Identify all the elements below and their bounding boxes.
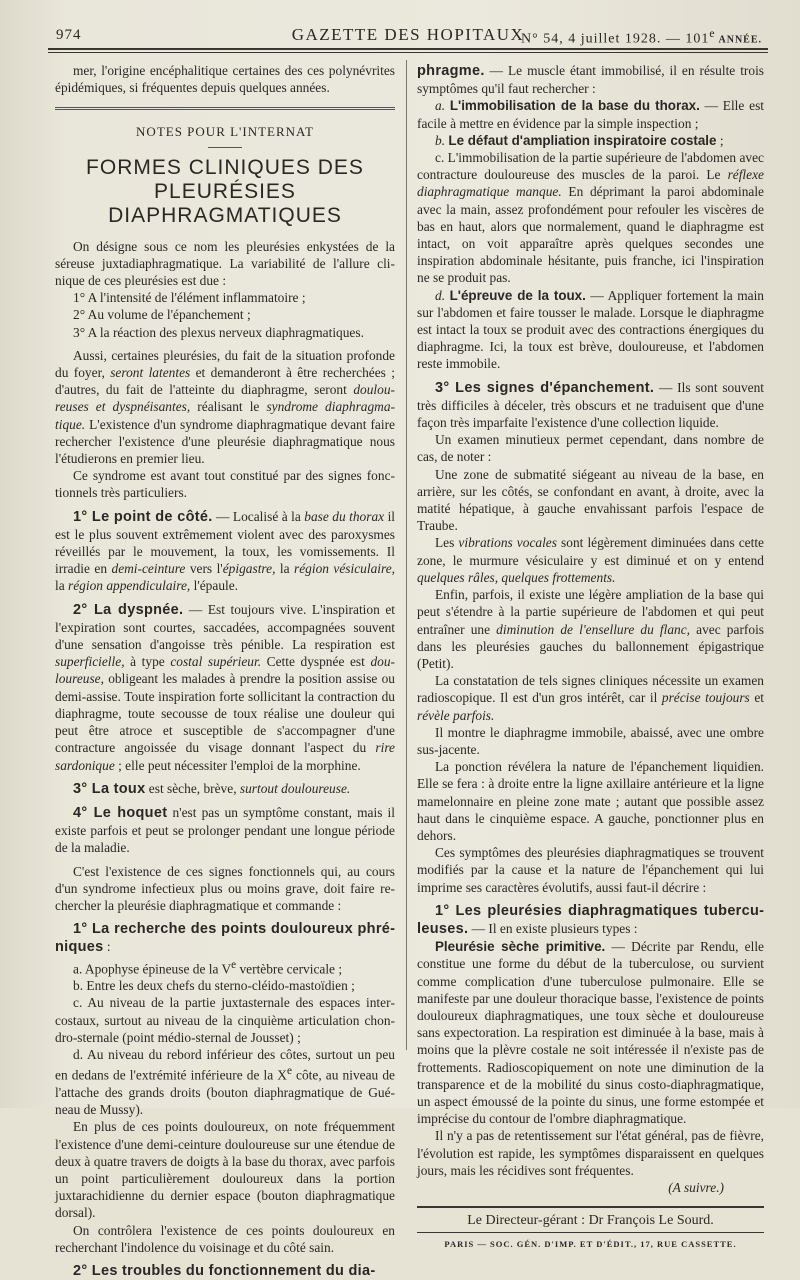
- list-item: [417, 132, 764, 149]
- list-item: b. Entre les deux chefs du sterno-cléido-mastoïdien ;: [73, 978, 355, 994]
- journal-title: GAZETTE DES HOPITAUX: [291, 25, 525, 44]
- text-italic: b.: [435, 132, 449, 148]
- text: — Appliquer fortement la main sur l'abdomen et faire tousser le malade. Lorsque le diaphragme est intact la toux se produit avec des contractions énergiques du diaphragme. Ici, la toux est brève, douloureuse, et l'abdomen reste immobile.: [417, 287, 764, 372]
- list-item: 2° Au volume de l'épanchement ;: [73, 307, 251, 323]
- text-italic: douloureuses et dyspnéisantes,: [55, 382, 395, 415]
- paragraph: [417, 938, 764, 1127]
- text-italic: diminution de l'ensellure du flanc,: [496, 621, 691, 637]
- text-sup: e: [286, 1065, 292, 1078]
- text: — Il en existe plusieurs types :: [468, 920, 638, 936]
- section-title: NOTES POUR L'INTERNAT: [136, 124, 314, 140]
- text: :: [103, 939, 111, 955]
- subheading: 4° Le hoquet: [73, 804, 168, 821]
- text: En déprimant la paroi abdominale avec la main, assez profondément pour refouler les viscères de bas en haut, alors que normalement, quand le diaphragme est intact, on voit apparaître après quelques secondes une inspiration abdominale hésitante, puis franche, ici l'inspiration ne se produit pas.: [417, 184, 764, 286]
- subheading: 2° La dyspnée.: [73, 601, 184, 618]
- text: et: [749, 690, 764, 706]
- printer-credit: PARIS — SOC. GÉN. D'IMP. ET D'ÉDIT., 17, RUE CASSETTE.: [417, 1232, 764, 1253]
- subheading: 1° Le point de côté.: [73, 508, 213, 525]
- subheading: 1° Les pleurésies diaphragmatiques tuberculeuses.: [417, 902, 764, 937]
- list-item: [417, 149, 764, 287]
- text-italic: surtout douloureuse.: [239, 780, 351, 796]
- tuberculeuses-heading: [417, 902, 764, 938]
- section-rule: [55, 107, 395, 110]
- paragraph: Ces symptômes des pleurésies diaphragmatiques se trouvent modifiés par la cause et la nature de l'épanchement qui lui imprime ses caractères évolutifs, aussi faut-il décrire :: [417, 845, 764, 895]
- left-column: [55, 62, 395, 1280]
- list-item: [417, 287, 764, 373]
- text: — Localisé à la: [212, 508, 305, 524]
- text-italic: costal supérieur.: [170, 654, 262, 670]
- list-item: [55, 1046, 395, 1118]
- text-italic: vibrations vocales: [458, 535, 557, 551]
- list-item: 1° A l'intensité de l'élément inflammatoire ;: [73, 290, 306, 306]
- text: Enfin, parfois, il existe une légère ampliation de la base qui peut s'étendre à la partie supérieure de l'abdomen et qui peut entraîner une: [417, 587, 764, 637]
- article-title: FORMES CLINIQUES DES PLEURÉSIES DIAPHRAGMATIQUES: [86, 155, 364, 227]
- page-number: 974: [56, 27, 82, 43]
- text-italic: rire sardonique: [55, 740, 395, 773]
- paragraph: Un examen minutieux permet cependant, dans nombre de cas, de noter :: [417, 432, 764, 465]
- running-header: [48, 22, 768, 50]
- list-item: [417, 97, 764, 131]
- text: obligeant les malades à prendre la position assise ou demi-assise. Toute inspiration forte sollicitant la contraction du diaphragme, toute secousse de toux réalise une douleur qui peut être atroce et susceptible de s'accompagner d'une contracture angoissée du visage donnant l'aspect du: [55, 671, 395, 756]
- issue-info: [521, 27, 762, 48]
- text-italic: région vésiculaire,: [294, 561, 396, 577]
- text: a. Apophyse épineuse de la V: [73, 961, 232, 976]
- text: et demanderont à être recherchées ; d'autres, du fait de l'atteinte du diaphragme, seront: [55, 365, 395, 398]
- text: réalisant le: [190, 399, 267, 415]
- text: l'épaule.: [190, 578, 239, 594]
- paragraph: En plus de ces points douloureux, on note fréquemment l'existence d'une demi-ceinture douloureuse sur une étendue de deux à quatre travers de doigts à la base du thorax, avec parfois un point particulièrement douloureux dans la portion juxtarachidienne du dernier espace (bouton diaphragmatique dorsal).: [55, 1119, 395, 1221]
- text: à type: [124, 654, 171, 670]
- paragraph: [417, 62, 764, 97]
- text-italic: base du thorax: [304, 508, 385, 524]
- text: vers l': [185, 561, 223, 577]
- text: sont légèrement diminuées dans cette zone, le murmure vésiculaire y est diminué et on y entend: [417, 535, 765, 568]
- text-italic: demi-ceinture: [111, 561, 186, 577]
- right-column: [417, 62, 764, 1254]
- list-item: c. Au niveau de la partie juxtasternale des espaces intercostaux, surtout au niveau de la cinquième articulation chondro-sternale (point médio-sternal de Jousset) ;: [55, 995, 395, 1045]
- text-bold: L'immobilisation de la base du thorax.: [449, 98, 700, 114]
- text: est sèche, brève,: [145, 780, 240, 796]
- text-bold: L'épreuve de la toux.: [449, 287, 586, 303]
- text: il est le plus souvent extrêmement violent avec des paroxysmes réveillés par le mouvement, la toux, les vomissements. Il irradie en: [55, 508, 396, 577]
- text: ;: [716, 132, 724, 148]
- header-rule: [48, 52, 768, 53]
- text-italic: réflexe diaphragmatique manque.: [417, 167, 764, 200]
- paragraph: Ce syndrome est avant tout constitué par des signes fonctionnels très particuliers.: [55, 468, 395, 501]
- text: — Le muscle étant immobilisé, il en résulte trois symptômes qu'il faut rechercher :: [417, 63, 764, 97]
- symptom-point-de-cote: [55, 508, 395, 595]
- text-italic: précise toujours: [661, 690, 750, 706]
- text-italic: d.: [435, 287, 450, 303]
- text-sup: e: [231, 958, 237, 971]
- paragraph: Il n'y a pas de retentissement sur l'état général, pas de fièvre, l'évolution est rapide, les symptômes disparaissent en quelques jours, mais les récidives sont fréquentes.: [417, 1128, 764, 1178]
- text: L'existence d'un syndrome diaphragmatique devant faire rechercher l'existence d'une pleurésie diaphragmatique nous l'étudierons en premier lieu.: [55, 416, 395, 467]
- paragraph: [417, 534, 764, 586]
- text-italic: superficielle,: [55, 654, 125, 670]
- text: Aussi, certaines pleurésies, du fait de la situation profonde du foyer,: [55, 347, 395, 381]
- text-italic: syndrome diaphragmatique.: [55, 399, 395, 432]
- symptom-toux: [55, 780, 395, 798]
- paragraph: C'est l'existence de ces signes fonctionnels qui, au cours d'un syndrome infectieux plus ou moins grave, doit faire rechercher la pleurésie diaphragmatique et commande :: [55, 863, 395, 913]
- text: — Elle est facile à mettre en évidence par la simple inspection ;: [417, 98, 765, 131]
- symptom-dyspnee: [55, 601, 395, 774]
- paragraph: [55, 347, 395, 467]
- troubles-heading: [55, 1262, 395, 1280]
- subheading: 3° La toux: [73, 780, 146, 797]
- paragraph: [417, 672, 764, 724]
- text: la: [55, 578, 69, 594]
- text: — Ils sont souvent très difficiles à déceler, très obscurs et ne traduisent que d'une façon très imparfaite l'existence d'une collection liquide.: [417, 379, 764, 431]
- text: — Est toujours vive. L'inspiration et l'expiration sont courtes, saccadées, accompagnées souvent d'une sensation d'angoisse très pénible. La respiration est: [55, 601, 395, 653]
- spacer: [55, 228, 395, 238]
- signes-epanchement: [417, 379, 764, 432]
- text: La constatation de tels signes cliniques nécessite un examen radioscopique. Il est d'un gros intérêt, car il: [417, 673, 764, 706]
- text-italic: révèle parfois.: [417, 707, 495, 723]
- text: — Décrite par Rendu, elle constitue une forme du début de la tuberculose, ou survient comme complication d'une tuberculose pulmonaire. Elle se manifeste par une douleur thoracique basse, l'existence de points douloureux diaphragmatiques, une toux sèche et douloureuse sans expectoration. La respiration est diminuée à la base, mais à moins que la plèvre costale ne soit intéressée il n'existe pas de frottements. Radioscopiquement on note une diminution de la transparence et de la mobilité du sinus costo-diaphragmatique, un aspect émoussé de la pointe du sinus, une forme estompée et imprécise du contour de l'ombre diaphragmatique.: [417, 939, 764, 1127]
- text: Cette dyspnée est: [261, 654, 371, 670]
- text-italic: seront latentes: [110, 365, 191, 381]
- text: côte, au niveau de l'attache des grands droits (bouton diaphragmatique de Guéneau de Mussy).: [55, 1067, 395, 1118]
- text-bold: Le défaut d'ampliation inspiratoire costale: [448, 132, 717, 148]
- issue-sup: e: [709, 27, 716, 40]
- issue-year: ANNÉE.: [715, 34, 762, 46]
- subheading: 2° Les troubles du fonctionnement du dia-: [73, 1262, 376, 1279]
- paragraph: La ponction révélera la nature de l'épanchement liquidien. Elle se fera : à droite entre la ligne axillaire antérieure et la ligne mamelonnaire en pleine zone mate ; autant que possible assez haut dans le cinquième espace. A gauche, ponctionner plus en dehors.: [417, 759, 764, 843]
- text-italic: douloureuse,: [55, 654, 395, 687]
- issue-date: N° 54, 4 juillet 1928. — 101: [520, 31, 710, 47]
- column-divider: [406, 60, 407, 1050]
- director-credit: Le Directeur-gérant : Dr François Le Sourd.: [467, 1213, 714, 1229]
- text: vertèbre cervicale ;: [236, 961, 343, 976]
- text: ; elle peut nécessiter l'emploi de la morphine.: [114, 757, 361, 773]
- text: la: [275, 561, 294, 577]
- paragraph: On contrôlera l'existence de ces points douloureux en recherchant l'indolence du voisinage et du côté sain.: [55, 1222, 395, 1255]
- text: n'est pas un symptôme constant, mais il existe parfois et peut se prolonger pendant une longue période de la maladie.: [55, 804, 396, 856]
- intro-paragraph: mer, l'origine encéphalitique certaines des ces polynévrites épidémiques, si fréquentes depuis quelques années.: [55, 63, 395, 96]
- continued-note: (A suivre.): [668, 1180, 724, 1195]
- text: c. L'immobilisation de la partie supérieure de l'abdomen avec contracture douloureuse des muscles de la paroi. Le: [417, 150, 764, 183]
- subheading: phragme.: [417, 63, 485, 79]
- text-italic: région appendiculaire,: [68, 578, 191, 594]
- paragraph: Une zone de submatité siégeant au niveau de la base, en arrière, sur les côtés, se confondant en avant, à droite, avec la matité hépatique, à gauche envahissant parfois l'espace de Traube.: [417, 466, 764, 534]
- list-item: [55, 957, 395, 978]
- text: d. Au niveau du rebord inférieur des côtes, surtout un peu en dedans de l'extrémité inférieure de la X: [55, 1047, 395, 1083]
- text-bold: Pleurésie sèche primitive.: [435, 939, 606, 955]
- paragraph: On désigne sous ce nom les pleurésies enkystées de la séreuse juxtadiaphragmatique. La variabilité de l'allure clinique de ces pleurésies est due :: [55, 238, 395, 289]
- text: Les: [435, 535, 459, 551]
- paragraph: Il montre le diaphragme immobile, abaissé, avec une ombre sus-jacente.: [417, 724, 764, 757]
- footer-rule: [417, 1206, 764, 1208]
- short-rule: [208, 147, 242, 148]
- list-item: 3° A la réaction des plexus nerveux diaphragmatiques.: [73, 324, 364, 340]
- text-italic: épigastre,: [222, 561, 276, 577]
- subheading: 3° Les signes d'épanchement.: [435, 379, 655, 396]
- subheading: 1° La recherche des points douloureux phréniques: [55, 921, 395, 956]
- recherche-points: [55, 920, 395, 956]
- text-italic: a.: [435, 98, 450, 114]
- text: avec parfois dans les pleurésies gauches du ballonnement épigastrique (Petit).: [417, 621, 764, 671]
- paragraph: [417, 586, 764, 672]
- symptom-hoquet: [55, 804, 395, 857]
- text-italic: quelques râles, quelques frottements.: [417, 569, 616, 585]
